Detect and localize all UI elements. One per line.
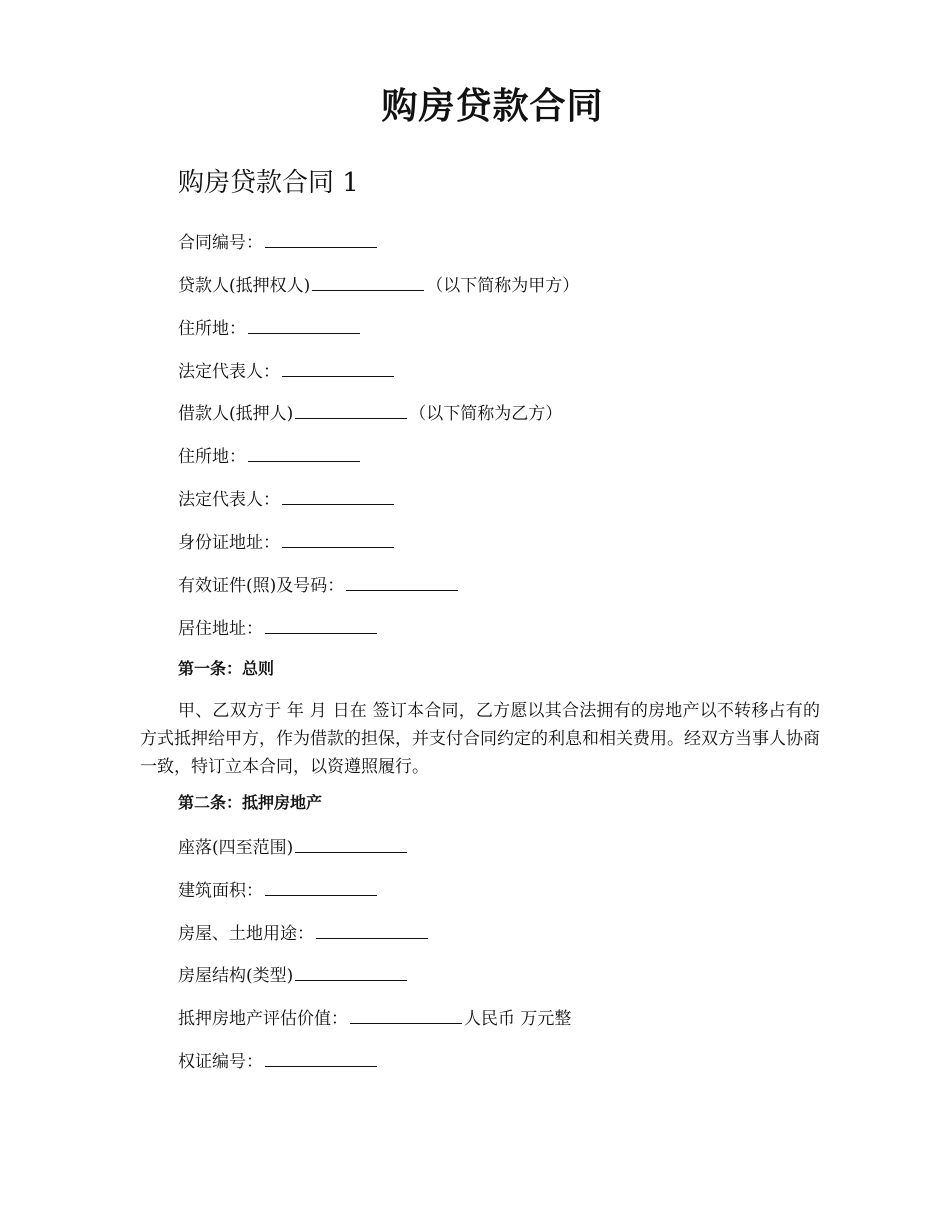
blank-line bbox=[265, 877, 377, 896]
article-1-heading: 第一条：总则 bbox=[178, 659, 275, 678]
field-label: 居住地址： bbox=[178, 619, 263, 639]
field-contract-number bbox=[178, 229, 379, 255]
blank-line bbox=[282, 529, 394, 548]
field-lender-address bbox=[178, 315, 362, 341]
blank-line bbox=[248, 315, 360, 334]
field-borrower-representative bbox=[178, 486, 396, 512]
section-title: 购房贷款合同 1 bbox=[178, 168, 359, 198]
field-structure-type bbox=[178, 962, 409, 988]
field-label: 有效证件(照)及号码： bbox=[178, 576, 345, 596]
field-label: 借款人(抵押人) bbox=[178, 404, 294, 424]
field-land-use bbox=[178, 920, 430, 946]
field-label: 建筑面积： bbox=[178, 881, 263, 901]
field-location bbox=[178, 834, 409, 860]
field-label: 身份证地址： bbox=[178, 533, 280, 553]
field-label: 座落(四至范围) bbox=[178, 838, 294, 858]
field-label: 权证编号： bbox=[178, 1052, 263, 1072]
field-id-number bbox=[178, 572, 460, 598]
field-lender bbox=[178, 272, 579, 298]
blank-line bbox=[248, 443, 360, 462]
blank-line bbox=[295, 400, 407, 419]
document-title: 购房贷款合同 bbox=[381, 85, 604, 127]
field-suffix: 人民币 万元整 bbox=[464, 1009, 572, 1029]
article-1-body: 甲、乙双方于 年 月 日在 签订本合同，乙方愿以其合法拥有的房地产以不转移占有的方式抵押给甲方，作为借款的担保，并支付合同约定的利息和相关费用。经双方当事人协商一致，特订立本合同，以资遵照履行。 bbox=[140, 701, 820, 777]
field-label: 住所地： bbox=[178, 319, 246, 339]
blank-line bbox=[312, 272, 424, 291]
blank-line bbox=[265, 615, 377, 634]
article-2-heading: 第二条：抵押房地产 bbox=[178, 793, 323, 812]
blank-line bbox=[316, 920, 428, 939]
blank-line bbox=[350, 1005, 462, 1024]
field-lender-representative bbox=[178, 358, 396, 384]
field-residence-address bbox=[178, 615, 379, 641]
field-certificate-number bbox=[178, 1048, 379, 1074]
field-label: 贷款人(抵押权人) bbox=[178, 276, 311, 296]
blank-line bbox=[295, 834, 407, 853]
blank-line bbox=[282, 486, 394, 505]
field-borrower-address bbox=[178, 443, 362, 469]
field-id-address bbox=[178, 529, 396, 555]
field-label: 法定代表人： bbox=[178, 490, 280, 510]
field-label: 房屋结构(类型) bbox=[178, 966, 294, 986]
blank-line bbox=[265, 1048, 377, 1067]
blank-line bbox=[346, 572, 458, 591]
field-floor-area bbox=[178, 877, 379, 903]
field-appraised-value bbox=[178, 1005, 571, 1031]
field-label: 抵押房地产评估价值： bbox=[178, 1009, 348, 1029]
blank-line bbox=[282, 358, 394, 377]
field-label: 房屋、土地用途： bbox=[178, 924, 314, 944]
field-label: 住所地： bbox=[178, 447, 246, 467]
blank-line bbox=[265, 229, 377, 248]
field-borrower bbox=[178, 400, 562, 426]
blank-line bbox=[295, 962, 407, 981]
field-suffix: （以下简称为乙方） bbox=[409, 404, 563, 424]
field-label: 法定代表人： bbox=[178, 362, 280, 382]
field-label: 合同编号： bbox=[178, 233, 263, 253]
field-suffix: （以下简称为甲方） bbox=[426, 276, 580, 296]
